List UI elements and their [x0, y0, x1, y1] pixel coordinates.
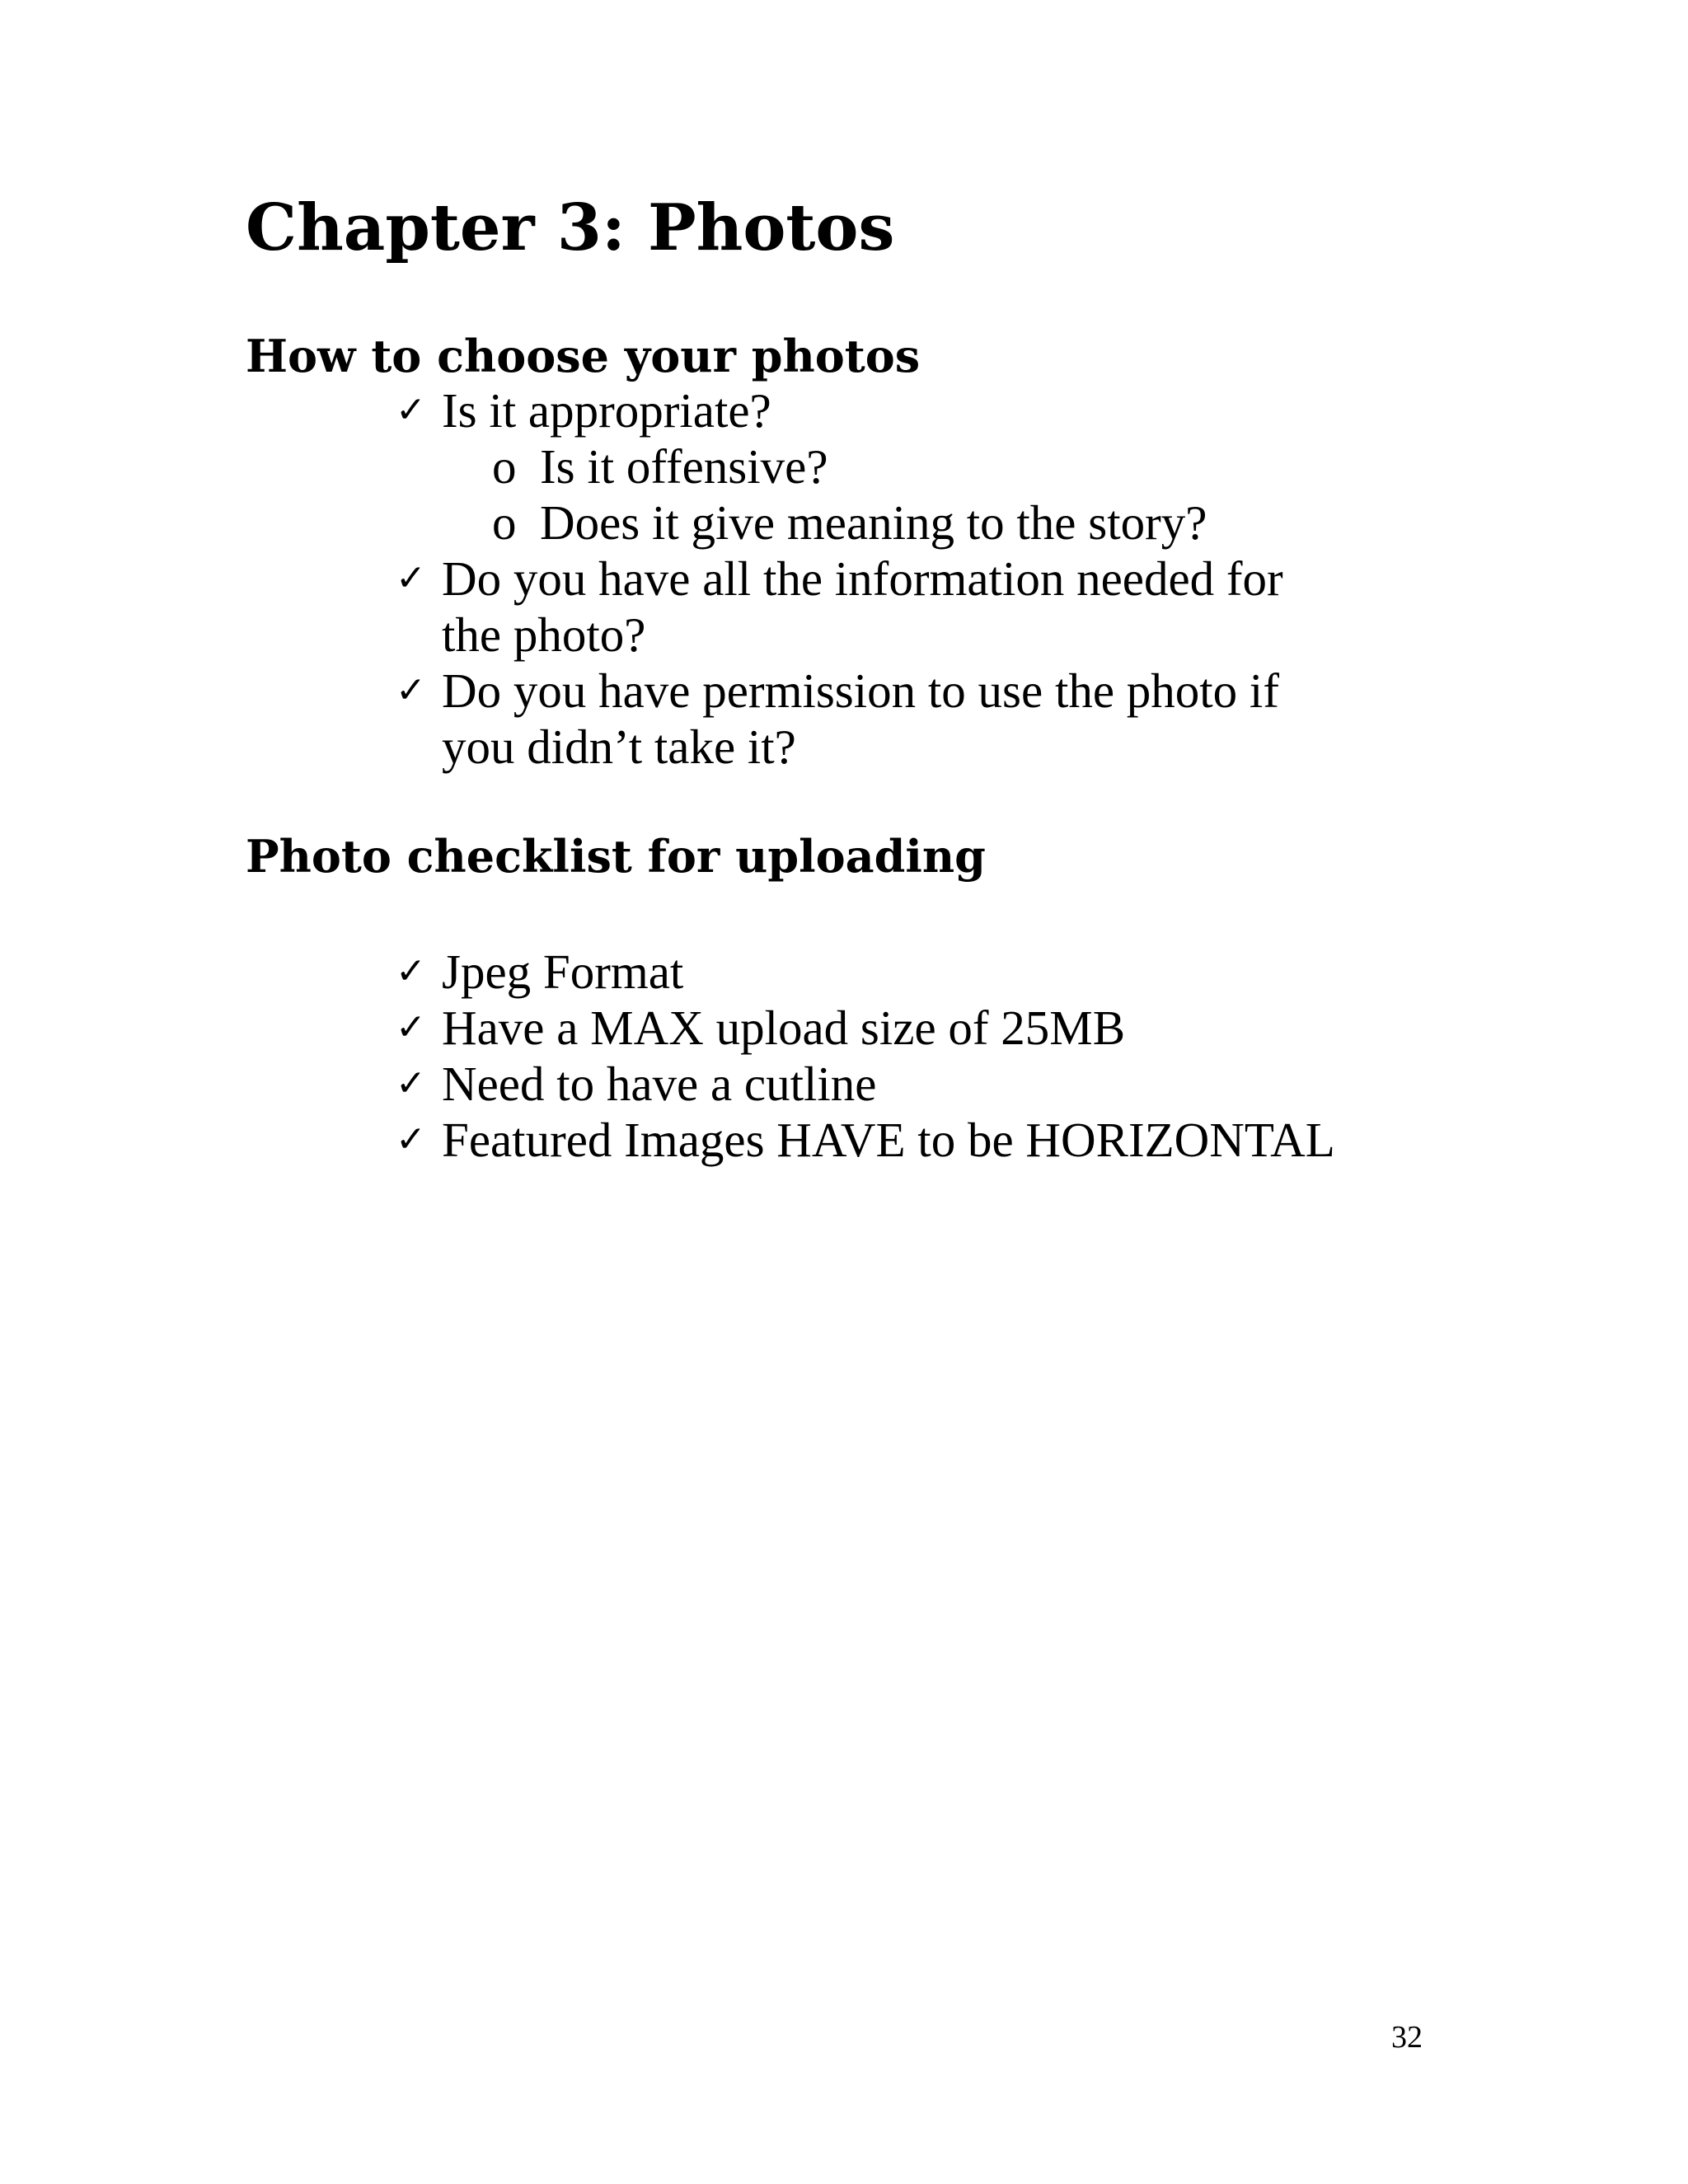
checkmark-icon: ✓	[396, 950, 426, 992]
checklist-item-text	[442, 551, 1451, 663]
checklist-item-line: Do you have permission to use the photo if	[442, 663, 1279, 718]
checklist-item-text: Have a MAX upload size of 25MB	[442, 1001, 1126, 1055]
sub-item-offensive	[492, 438, 828, 494]
checklist-item-jpeg	[396, 944, 1451, 1000]
checkmark-icon: ✓	[396, 669, 426, 711]
sub-item-text: Does it give meaning to the story?	[540, 495, 1207, 550]
section-heading-upload-checklist: Photo checklist for uploading	[246, 830, 986, 883]
sub-item-text: Is it offensive?	[540, 439, 828, 494]
circle-bullet-icon: o	[492, 439, 517, 494]
checklist-item-line: Do you have all the information needed for	[442, 551, 1283, 606]
checklist-item-text: Featured Images HAVE to be HORIZONTAL	[442, 1113, 1335, 1167]
checklist-item-text	[442, 663, 1451, 775]
checkmark-icon: ✓	[396, 1118, 426, 1160]
checklist-item-text: Is it appropriate?	[442, 383, 771, 438]
circle-bullet-icon: o	[492, 495, 517, 550]
checklist-item-information	[396, 551, 1451, 663]
checklist-item-line: you didn’t take it?	[442, 719, 796, 774]
checkmark-icon: ✓	[396, 1062, 426, 1104]
section-heading-choose-photos: How to choose your photos	[246, 330, 921, 382]
checklist-item-text: Need to have a cutline	[442, 1057, 877, 1111]
checklist-item-cutline	[396, 1056, 1451, 1112]
checkmark-icon: ✓	[396, 389, 426, 431]
checkmark-icon: ✓	[396, 557, 426, 599]
page-number: 32	[1391, 2020, 1423, 2055]
checkmark-icon: ✓	[396, 1006, 426, 1048]
checklist-item-text: Jpeg Format	[442, 944, 684, 999]
chapter-title: Chapter 3: Photos	[246, 190, 895, 265]
checklist-item-permission	[396, 663, 1451, 775]
checklist-item-horizontal	[396, 1112, 1451, 1168]
sub-item-meaning	[492, 494, 1207, 551]
checklist-item-appropriate	[396, 382, 1451, 438]
checklist-item-max-size	[396, 1000, 1451, 1056]
checklist-item-line: the photo?	[442, 607, 646, 662]
